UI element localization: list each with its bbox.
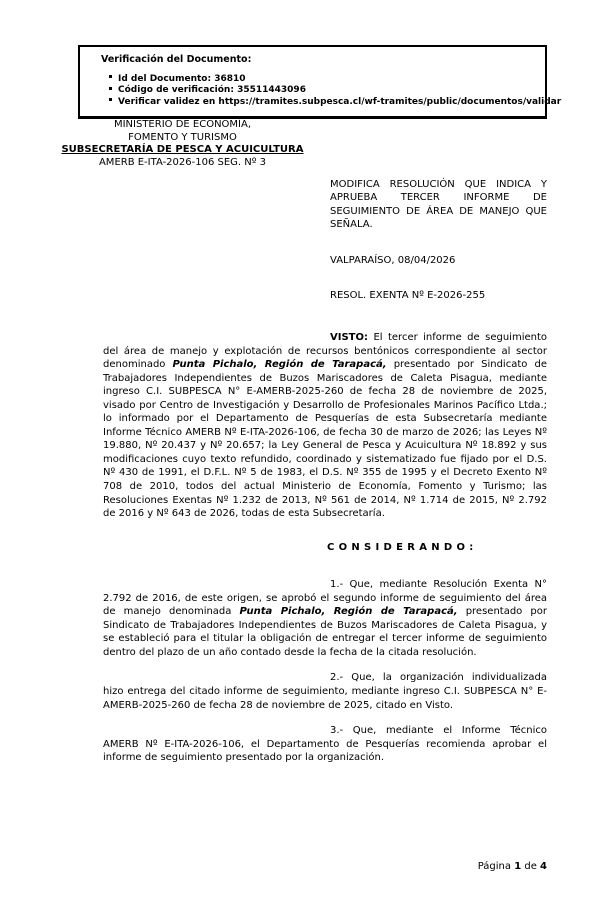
visto-label: VISTO: xyxy=(330,332,368,343)
letterhead-ministry-line1: MINISTERIO DE ECONOMÍA, xyxy=(113,119,252,130)
visto-text-1: El tercer informe de seguimiento del área de manejo y explotación de recursos bentónicos correspondiente al sector denominado xyxy=(103,332,547,371)
c1-text-2: presentado por Sindicato de Trabajadores Independientes de Buzos Mariscadores de Caleta Pisagua, y se estableció para el titular la obligación de entregar el tercer informe de seguimiento dentro del plazo de un año contado desde la fecha de la citada resolución. xyxy=(103,606,547,658)
place-and-date: VALPARAÍSO, 08/04/2026 xyxy=(330,255,456,267)
verification-item-url xyxy=(109,96,562,109)
bullet-icon xyxy=(109,98,112,101)
resolution-subject: MODIFICA RESOLUCIÓN QUE INDICA Y APRUEBA TERCER INFORME DE SEGUIMIENTO DE ÁREA DE MANEJO QUE SEÑALA. xyxy=(330,179,547,230)
verification-box xyxy=(78,45,562,119)
bullet-icon xyxy=(109,75,112,78)
c1-area-name: Punta Pichalo, Región de Tarapacá, xyxy=(239,606,458,618)
footer-page-current: 1 xyxy=(514,861,522,872)
verification-item-text: Código de verificación: 35511443096 xyxy=(118,85,306,95)
resolution-number: RESOL. EXENTA Nº E-2026-255 xyxy=(330,290,486,302)
verification-title: Verificación del Documento: xyxy=(101,54,252,65)
verification-url-text: Verificar validez en https://tramites.subpesca.cl/wf-tramites/public/documentos/validar xyxy=(118,96,562,107)
letterhead xyxy=(40,119,325,169)
letterhead-subsecretaria: SUBSECRETARÍA DE PESCA Y ACUICULTURA xyxy=(61,144,304,155)
letterhead-file-code: AMERB E-ITA-2026-106 SEG. Nº 3 xyxy=(98,156,267,168)
verification-item-text: Id del Documento: 36810 xyxy=(118,73,246,84)
considerando-heading: C O N S I D E R A N D O : xyxy=(327,541,474,553)
considerando-item-2: 2.- Que, la organización individualizada hizo entrega del citado informe de seguimiento, mediante ingreso C.I. SUBPESCA N° E-AMERB-2025-260 de fecha 28 de noviembre de 2025, citado en Visto. xyxy=(103,672,547,711)
footer-page-total: 4 xyxy=(540,861,547,872)
verification-list xyxy=(101,73,562,109)
footer-page-separator: de xyxy=(524,861,537,872)
page-footer xyxy=(478,861,547,872)
footer-page-label: Página xyxy=(477,861,511,872)
letterhead-ministry-line2: FOMENTO Y TURISMO xyxy=(128,131,237,143)
visto-text-2: presentado por Sindicato de Trabajadores Independientes de Buzos Mariscadores de Caleta Pisagua, mediante ingreso C.I. SUBPESCA N° E-AMERB-2025-260 de fecha 28 de noviembre de 2025, visado por Centro de Investigación y Desarrollo de Profesionales Marinos Pacífico Ltda.; lo informado por el Departamento de Pesquerías de esta Subsecretaría mediante Informe Técnico AMERB Nº E-ITA-2026-106, de fecha 30 de marzo de 2026; las Leyes Nº 19.880, Nº 20.437 y Nº 20.657; la Ley General de Pesca y Acuicultura Nº 18.892 y sus modificaciones cuyo texto refundido, coordinado y sistematizado fue fijado por el D.S. Nº 430 de 1991, el D.F.L. Nº 5 de 1983, el D.S. Nº 355 de 1995 y el Decreto Exento Nº 708 de 2010, todos del actual Ministerio de Economía, Fomento y Turismo; las Resoluciones Exentas Nº 1.232 de 2013, Nº 561 de 2014, Nº 1.714 de 2015, Nº 2.792 de 2016 y Nº 643 de 2026, todas de esta Subsecretaría. xyxy=(103,359,547,520)
verification-item-code xyxy=(109,85,537,97)
c1-text-1: 1.- Que, mediante Resolución Exenta N° 2.792 de 2016, de este origen, se aprobó el segundo informe de seguimiento del área de manejo denominada xyxy=(103,579,547,618)
title-block xyxy=(330,178,547,303)
verification-item-document-id xyxy=(109,74,537,86)
considerando-item-1 xyxy=(103,578,547,659)
visto-paragraph xyxy=(103,331,547,521)
visto-area-name: Punta Pichalo, Región de Tarapacá, xyxy=(172,359,387,371)
considerando-item-3: 3.- Que, mediante el Informe Técnico AMERB Nº E-ITA-2026-106, el Departamento de Pesquerías recomienda aprobar el informe de seguimiento presentado por la organización. xyxy=(103,725,547,764)
document-body xyxy=(103,331,547,765)
bullet-icon xyxy=(109,87,112,90)
